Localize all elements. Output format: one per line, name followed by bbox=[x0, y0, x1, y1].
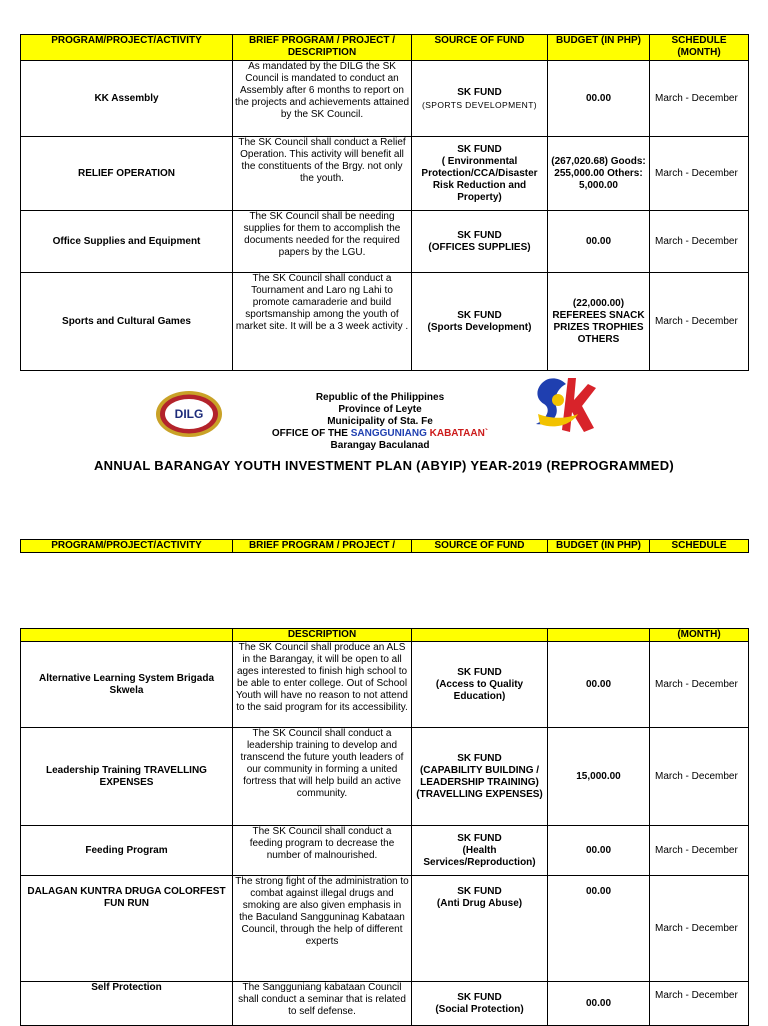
source-sub: (CAPABILITY BUILDING / LEADERSHIP TRAINING) (TRAVELLING EXPENSES) bbox=[416, 764, 543, 800]
description-cell: The SK Council shall produce an ALS in the Barangay, it will be open to all ages interested to finish high school to be able to enter college. Out of School Youth will have no reason to not attend to the said program for its accessibility. bbox=[233, 642, 412, 728]
schedule-cell: March - December bbox=[650, 826, 749, 876]
budget-cell: 00.00 bbox=[548, 826, 650, 876]
source-sub: (Access to Quality Education) bbox=[435, 678, 524, 702]
table-row bbox=[21, 273, 749, 371]
source-fund: SK FUND bbox=[457, 86, 502, 98]
budget-cell: (267,020.68) Goods: 255,000.00 Others: 5,000.00 bbox=[548, 137, 650, 211]
table-row bbox=[21, 876, 749, 982]
program-cell: KK Assembly bbox=[21, 61, 233, 137]
office-name-2: KABATAAN` bbox=[429, 428, 489, 439]
header-budget: BUDGET (IN PHP) bbox=[548, 35, 650, 61]
letterhead-province: Province of Leyte bbox=[338, 404, 422, 415]
program-cell: RELIEF OPERATION bbox=[21, 137, 233, 211]
program-cell: Leadership Training TRAVELLING EXPENSES bbox=[21, 728, 233, 826]
table-2-header bbox=[20, 539, 749, 553]
program-cell: Alternative Learning System Brigada Skwela bbox=[21, 642, 233, 728]
document-title: ANNUAL BARANGAY YOUTH INVESTMENT PLAN (ABYIP) YEAR-2019 (REPROGRAMMED) bbox=[93, 458, 675, 473]
source-cell bbox=[412, 982, 548, 1026]
letterhead-municipality: Municipality of Sta. Fe bbox=[327, 416, 433, 427]
header-description: BRIEF PROGRAM / PROJECT / bbox=[233, 540, 412, 553]
source-fund: SK FUND bbox=[457, 886, 502, 897]
source-sub: (OFFICES SUPPLIES) bbox=[428, 241, 531, 253]
source-fund: SK FUND bbox=[457, 666, 502, 678]
source-cell bbox=[412, 876, 548, 982]
source-fund: SK FUND bbox=[457, 752, 502, 764]
source-cell bbox=[412, 273, 548, 371]
letterhead bbox=[0, 374, 768, 474]
source-sub: (Anti Drug Abuse) bbox=[436, 898, 523, 909]
source-cell bbox=[412, 211, 548, 273]
sk-logo bbox=[528, 374, 600, 438]
dilg-logo bbox=[154, 390, 224, 438]
header-program: PROGRAM/PROJECT/ACTIVITY bbox=[21, 540, 233, 553]
header-budget-continued bbox=[548, 629, 650, 642]
description-cell: The SK Council shall conduct a feeding program to decrease the number of malnourished. bbox=[233, 826, 412, 876]
source-fund: SK FUND bbox=[457, 309, 502, 321]
source-cell bbox=[412, 137, 548, 211]
header-source: SOURCE OF FUND bbox=[412, 35, 548, 61]
program-cell: Self Protection bbox=[21, 982, 233, 1026]
schedule-cell: March - December bbox=[650, 211, 749, 273]
program-cell: Office Supplies and Equipment bbox=[21, 211, 233, 273]
budget-cell: 00.00 bbox=[548, 876, 650, 982]
description-cell: As mandated by the DILG the SK Council is mandated to conduct an Assembly after 6 months to report on the projects and achievements attained by the SK Council. bbox=[233, 61, 412, 137]
table-2 bbox=[20, 628, 749, 1026]
budget-cell: 00.00 bbox=[548, 642, 650, 728]
description-cell: The SK Council shall be needing supplies for them to accomplish the documents needed for the required papers by the LGU. bbox=[233, 211, 412, 273]
source-sub: (Sports Development) bbox=[427, 321, 532, 333]
office-prefix: OFFICE OF THE bbox=[271, 428, 348, 439]
source-cell bbox=[412, 728, 548, 826]
schedule-cell: March - December bbox=[650, 642, 749, 728]
letterhead-barangay: Barangay Baculanad bbox=[330, 440, 430, 451]
header-schedule: SCHEDULE (MONTH) bbox=[650, 35, 749, 61]
budget-cell: 00.00 bbox=[548, 61, 650, 137]
source-fund: SK FUND bbox=[457, 143, 502, 155]
source-sub: (SPORTS DEVELOPMENT) bbox=[421, 99, 538, 110]
description-cell: The Sangguniang kabataan Council shall conduct a seminar that is related to self defense. bbox=[233, 982, 412, 1026]
source-fund: SK FUND bbox=[457, 229, 502, 241]
source-fund: SK FUND bbox=[457, 991, 502, 1003]
header-schedule-continued: (MONTH) bbox=[650, 629, 749, 642]
header-source: SOURCE OF FUND bbox=[412, 540, 548, 553]
schedule-cell: March - December bbox=[650, 273, 749, 371]
letterhead-office bbox=[230, 428, 530, 440]
source-fund: SK FUND bbox=[457, 832, 502, 844]
source-cell bbox=[412, 826, 548, 876]
letterhead-republic: Republic of the Philippines bbox=[315, 392, 445, 403]
header-budget: BUDGET (IN PHP) bbox=[548, 540, 650, 553]
budget-cell: 00.00 bbox=[548, 982, 650, 1026]
table-row bbox=[21, 61, 749, 137]
description-cell: The SK Council shall conduct a leadership training to develop and transcend the future youth leaders of our community in forming a united fortress that will help build an active community. bbox=[233, 728, 412, 826]
source-sub: (Health Services/Reproduction) bbox=[423, 844, 536, 868]
description-cell: The SK Council shall conduct a Tournament and Laro ng Lahi to promote camaraderie and build sportsmanship among the youth of market site. It will be a 3 week activity . bbox=[233, 273, 412, 371]
source-cell bbox=[412, 642, 548, 728]
program-cell: DALAGAN KUNTRA DRUGA COLORFEST FUN RUN bbox=[21, 876, 233, 982]
budget-cell: (22,000.00) REFEREES SNACK PRIZES TROPHIES OTHERS bbox=[548, 273, 650, 371]
header-description-continued: DESCRIPTION bbox=[233, 629, 412, 642]
program-cell: Feeding Program bbox=[21, 826, 233, 876]
description-cell: The strong fight of the administration to combat against illegal drugs and smoking are also given emphasis in the Baculand Sangguninag Kabataan Council, through the help of different experts bbox=[233, 876, 412, 982]
dilg-logo-text: DILG bbox=[174, 407, 204, 421]
table-1 bbox=[20, 34, 749, 371]
source-sub: ( Environmental Protection/CCA/Disaster Risk Reduction and Property) bbox=[421, 155, 538, 203]
table-row bbox=[21, 982, 749, 1026]
table-row bbox=[21, 728, 749, 826]
header-schedule: SCHEDULE bbox=[650, 540, 749, 553]
source-cell bbox=[412, 61, 548, 137]
budget-cell: 00.00 bbox=[548, 211, 650, 273]
source-sub: (Social Protection) bbox=[435, 1003, 524, 1015]
header-program: PROGRAM/PROJECT/ACTIVITY bbox=[21, 35, 233, 61]
schedule-cell: March - December bbox=[650, 61, 749, 137]
header-description: BRIEF PROGRAM / PROJECT / DESCRIPTION bbox=[233, 35, 412, 61]
office-name-1: SANGGUNIANG bbox=[350, 428, 427, 439]
table-row bbox=[21, 826, 749, 876]
table-row bbox=[21, 642, 749, 728]
program-cell: Sports and Cultural Games bbox=[21, 273, 233, 371]
letterhead-lines bbox=[230, 392, 530, 452]
schedule-cell: March - December bbox=[650, 876, 749, 982]
header-program-continued bbox=[21, 629, 233, 642]
table-row bbox=[21, 137, 749, 211]
header-source-continued bbox=[412, 629, 548, 642]
budget-cell: 15,000.00 bbox=[548, 728, 650, 826]
schedule-cell: March - December bbox=[650, 982, 749, 1026]
schedule-cell: March - December bbox=[650, 137, 749, 211]
table-row bbox=[21, 211, 749, 273]
description-cell: The SK Council shall conduct a Relief Operation. This activity will benefit all the constituents of the Brgy. not only the youth. bbox=[233, 137, 412, 211]
schedule-cell: March - December bbox=[650, 728, 749, 826]
